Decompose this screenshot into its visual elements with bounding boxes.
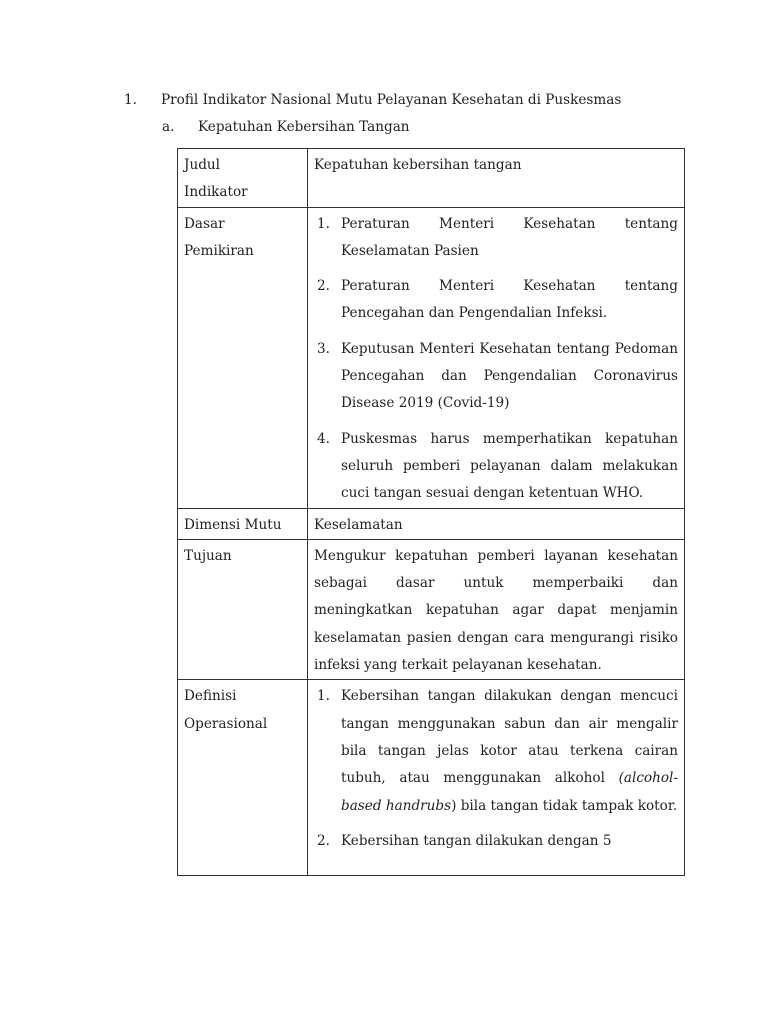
dimensi-label-cell	[178, 508, 308, 539]
list-item-text: Peraturan Menteri Kesehatan tentang Pencegahan dan Pengendalian Infeksi.	[341, 278, 678, 322]
tujuan-label: Tujuan	[184, 547, 232, 564]
list-item	[314, 828, 678, 855]
section-title: Profil Indikator Nasional Mutu Pelayanan Kesehatan di Puskesmas	[161, 92, 622, 108]
dimensi-value-cell	[308, 508, 685, 539]
table-row-judul	[178, 149, 685, 208]
definisi-label-cell	[178, 680, 308, 876]
tujuan-label-cell	[178, 539, 308, 679]
tujuan-value-cell	[308, 539, 685, 679]
list-item-number: 1.	[317, 215, 330, 232]
judul-value-cell	[308, 149, 685, 208]
definisi-list	[314, 683, 678, 855]
list-item-text-part: ) bila tangan tidak tampak kotor.	[451, 797, 678, 814]
dasar-label-line2: Pemikiran	[184, 242, 254, 259]
subsection-letter: a.	[162, 119, 175, 135]
list-item	[314, 336, 678, 418]
dasar-list	[314, 211, 678, 508]
dasar-label-cell	[178, 207, 308, 508]
judul-label-line2: Indikator	[184, 184, 248, 201]
judul-label-line1: Judul	[184, 157, 221, 173]
list-item-text: Kebersihan tangan dilakukan dengan 5	[341, 832, 612, 849]
dimensi-value: Keselamatan	[314, 516, 403, 533]
tujuan-value: Mengukur kepatuhan pemberi layanan kesehatan sebagai dasar untuk memperbaiki dan meningkatkan kepatuhan agar dapat menjamin keselamatan pasien dengan cara mengurangi risiko infeksi yang terkait pelayanan kesehatan.	[314, 547, 678, 674]
definisi-value-cell	[308, 680, 685, 876]
list-item-text-part: Kebersihan tangan dilakukan dengan mencuci tangan menggunakan sabun dan air mengalir bila tangan jelas kotor atau terkena cairan tubuh, atau menggunakan alkohol	[341, 688, 678, 787]
list-item-number: 3.	[317, 340, 330, 357]
list-item-text-italic: (alcohol-based handrubs	[341, 770, 678, 814]
list-item	[314, 211, 678, 266]
list-item	[314, 426, 678, 508]
indicator-table	[177, 148, 685, 876]
list-item-text	[341, 688, 678, 813]
definisi-label-line2: Operasional	[184, 715, 268, 732]
table-row-dimensi	[178, 508, 685, 539]
dimensi-label: Dimensi Mutu	[184, 516, 282, 533]
table-row-definisi	[178, 680, 685, 876]
dasar-value-cell	[308, 207, 685, 508]
definisi-clip	[314, 683, 678, 875]
list-item-text: Peraturan Menteri Kesehatan tentang Keselamatan Pasien	[341, 215, 678, 259]
list-item-number: 2.	[317, 278, 330, 295]
table-row-dasar	[178, 207, 685, 508]
list-item-text: Puskesmas harus memperhatikan kepatuhan seluruh pemberi pelayanan dalam melakukan cuci tangan sesuai dengan ketentuan WHO.	[341, 430, 678, 502]
section-number: 1.	[124, 92, 137, 108]
definisi-label-line1: Definisi	[184, 688, 237, 705]
list-item-number: 1.	[317, 688, 330, 705]
table-row-tujuan	[178, 539, 685, 679]
judul-label-cell	[178, 149, 308, 208]
list-item-text: Keputusan Menteri Kesehatan tentang Pedoman Pencegahan dan Pengendalian Coronavirus Disease 2019 (Covid-19)	[341, 340, 678, 412]
judul-value: Kepatuhan kebersihan tangan	[314, 157, 522, 173]
list-item-number: 4.	[317, 430, 330, 447]
subsection-title: Kepatuhan Kebersihan Tangan	[198, 119, 410, 135]
list-item	[314, 273, 678, 328]
dasar-label-line1: Dasar	[184, 215, 225, 232]
list-item-number: 2.	[317, 832, 330, 849]
list-item	[314, 683, 678, 819]
